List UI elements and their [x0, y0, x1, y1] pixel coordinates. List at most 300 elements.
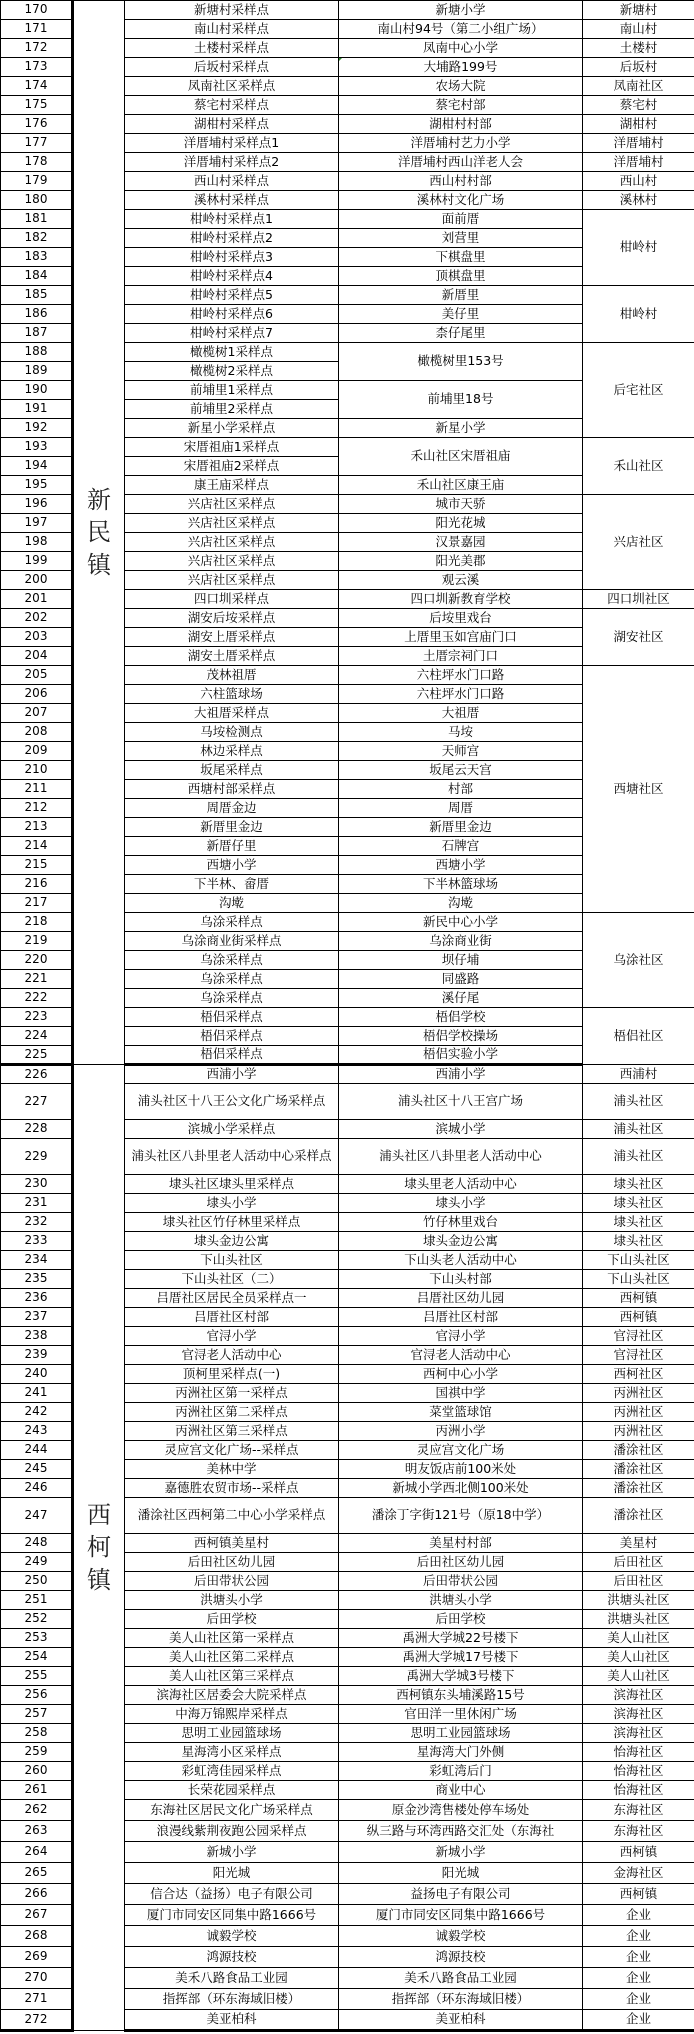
row-number-cell: 197	[1, 514, 73, 533]
community-cell: 禾山社区	[583, 438, 694, 495]
site-name-cell: 埭头小学	[125, 1194, 339, 1213]
row-number-cell: 213	[1, 818, 73, 837]
address-cell: 吕厝社区幼儿园	[339, 1289, 583, 1308]
row-number-cell: 249	[1, 1553, 73, 1572]
address-cell: 梧侣学校	[339, 1008, 583, 1027]
row-number-cell: 183	[1, 248, 73, 267]
address-cell: 后田学校	[339, 1610, 583, 1629]
row-number-cell: 208	[1, 723, 73, 742]
address-cell: 蔡宅村部	[339, 96, 583, 115]
address-cell: 美亚柏科	[339, 2010, 583, 2031]
site-name-cell: 下山头社区（二）	[125, 1270, 339, 1289]
community-cell: 滨海社区	[583, 1686, 694, 1705]
table-row	[1, 1065, 694, 1084]
table-body	[1, 1, 694, 2031]
community-cell: 西浦村	[583, 1065, 694, 1084]
community-cell: 湖安社区	[583, 609, 694, 666]
row-number-cell: 221	[1, 970, 73, 989]
row-number-cell: 246	[1, 1479, 73, 1498]
address-cell: 凤南中心小学	[339, 39, 583, 58]
address-cell: 美禾八路食品工业园	[339, 1968, 583, 1989]
site-name-cell: 后坂村采样点	[125, 58, 339, 77]
address-cell: 梧侣学校操场	[339, 1027, 583, 1046]
site-name-cell: 星海湾小区采样点	[125, 1743, 339, 1762]
community-cell: 潘涂社区	[583, 1498, 694, 1534]
row-number-cell: 181	[1, 210, 73, 229]
community-cell: 新塘村	[583, 1, 694, 20]
address-cell: 新城小学西北侧100米处	[339, 1479, 583, 1498]
row-number-cell: 272	[1, 2010, 73, 2031]
row-number-cell: 271	[1, 1989, 73, 2010]
site-name-cell: 鸿源技校	[125, 1947, 339, 1968]
site-name-cell: 乌涂采样点	[125, 989, 339, 1008]
row-number-cell: 227	[1, 1084, 73, 1120]
address-cell: 四口圳新教育学校	[339, 590, 583, 609]
site-name-cell: 信合达（益扬）电子有限公司	[125, 1884, 339, 1905]
address-cell: 商业中心	[339, 1781, 583, 1800]
row-number-cell: 239	[1, 1346, 73, 1365]
row-number-cell: 199	[1, 552, 73, 571]
address-cell: 大埔路199号	[339, 58, 583, 77]
row-number-cell: 261	[1, 1781, 73, 1800]
row-number-cell: 211	[1, 780, 73, 799]
community-cell: 南山村	[583, 20, 694, 39]
site-name-cell: 埭头社区埭头里采样点	[125, 1175, 339, 1194]
community-cell: 东海社区	[583, 1800, 694, 1821]
site-name-cell: 官浔小学	[125, 1327, 339, 1346]
row-number-cell: 202	[1, 609, 73, 628]
site-name-cell: 洋厝埔村采样点1	[125, 134, 339, 153]
site-name-cell: 乌涂商业街采样点	[125, 932, 339, 951]
address-cell: 下半林篮球场	[339, 875, 583, 894]
community-cell: 怡海社区	[583, 1781, 694, 1800]
address-cell: 新民中心小学	[339, 913, 583, 932]
site-name-cell: 马垵检测点	[125, 723, 339, 742]
address-cell: 官田洋一里休闲广场	[339, 1705, 583, 1724]
site-name-cell: 兴店社区采样点	[125, 514, 339, 533]
site-name-cell: 西塘小学	[125, 856, 339, 875]
address-cell: 马垵	[339, 723, 583, 742]
address-cell: 禹洲大学城22号楼下	[339, 1629, 583, 1648]
address-cell: 乌涂商业街	[339, 932, 583, 951]
row-number-cell: 259	[1, 1743, 73, 1762]
address-cell: 南山村94号（第二小组广场）	[339, 20, 583, 39]
community-cell: 洋厝埔村	[583, 134, 694, 153]
site-name-cell: 美人山社区第一采样点	[125, 1629, 339, 1648]
row-number-cell: 229	[1, 1139, 73, 1175]
row-number-cell: 265	[1, 1863, 73, 1884]
row-number-cell: 180	[1, 191, 73, 210]
row-number-cell: 245	[1, 1460, 73, 1479]
row-number-cell: 205	[1, 666, 73, 685]
site-name-cell: 西柯镇美星村	[125, 1534, 339, 1553]
address-cell: 浦头社区八卦里老人活动中心	[339, 1139, 583, 1175]
address-cell: 潘涂丁字街121号（原18中学）	[339, 1498, 583, 1534]
site-name-cell: 柑岭村采样点4	[125, 267, 339, 286]
address-cell: 滨城小学	[339, 1120, 583, 1139]
row-number-cell: 266	[1, 1884, 73, 1905]
site-name-cell: 柑岭村采样点5	[125, 286, 339, 305]
address-cell: 六柱坪水门口路	[339, 666, 583, 685]
address-cell: 湖柑村村部	[339, 115, 583, 134]
address-cell: 指挥部（环东海域旧楼）	[339, 1989, 583, 2010]
site-name-cell: 橄榄树1采样点	[125, 343, 339, 362]
community-cell: 西塘社区	[583, 666, 694, 913]
site-name-cell: 厦门市同安区同集中路1666号	[125, 1905, 339, 1926]
address-cell: 新厝里金边	[339, 818, 583, 837]
site-name-cell: 前埔里1采样点	[125, 381, 339, 400]
community-cell: 埭头社区	[583, 1175, 694, 1194]
address-cell: 面前厝	[339, 210, 583, 229]
site-name-cell: 长荣花园采样点	[125, 1781, 339, 1800]
site-name-cell: 乌涂采样点	[125, 951, 339, 970]
community-cell: 潘涂社区	[583, 1460, 694, 1479]
row-number-cell: 224	[1, 1027, 73, 1046]
community-cell: 怡海社区	[583, 1743, 694, 1762]
site-name-cell: 柑岭村采样点7	[125, 324, 339, 343]
address-cell: 禾山社区康王庙	[339, 476, 583, 495]
row-number-cell: 194	[1, 457, 73, 476]
row-number-cell: 179	[1, 172, 73, 191]
row-number-cell: 268	[1, 1926, 73, 1947]
community-cell: 蔡宅村	[583, 96, 694, 115]
row-number-cell: 184	[1, 267, 73, 286]
community-cell: 企业	[583, 2010, 694, 2031]
site-name-cell: 湖安上厝采样点	[125, 628, 339, 647]
address-cell: 西山村村部	[339, 172, 583, 191]
address-cell: 纵三路与环湾西路交汇处（东海社	[339, 1821, 583, 1842]
address-cell: 禹洲大学城3号楼下	[339, 1667, 583, 1686]
site-name-cell: 后田学校	[125, 1610, 339, 1629]
address-cell: 西塘小学	[339, 856, 583, 875]
community-cell: 洪塘头社区	[583, 1591, 694, 1610]
site-name-cell: 湖安土厝采样点	[125, 647, 339, 666]
row-number-cell: 216	[1, 875, 73, 894]
address-cell: 下棋盘里	[339, 248, 583, 267]
row-number-cell: 263	[1, 1821, 73, 1842]
site-name-cell: 沟墘	[125, 894, 339, 913]
row-number-cell: 230	[1, 1175, 73, 1194]
community-cell: 四口圳社区	[583, 590, 694, 609]
site-name-cell: 柑岭村采样点3	[125, 248, 339, 267]
address-cell: 竹仔林里戏台	[339, 1213, 583, 1232]
row-number-cell: 253	[1, 1629, 73, 1648]
site-name-cell: 兴店社区采样点	[125, 533, 339, 552]
site-name-cell: 滨海社区居委会大院采样点	[125, 1686, 339, 1705]
address-cell: 溪林村文化广场	[339, 191, 583, 210]
row-number-cell: 228	[1, 1120, 73, 1139]
row-number-cell: 225	[1, 1046, 73, 1065]
row-number-cell: 219	[1, 932, 73, 951]
site-name-cell: 嘉德胜农贸市场--采样点	[125, 1479, 339, 1498]
community-cell: 东海社区	[583, 1821, 694, 1842]
row-number-cell: 172	[1, 39, 73, 58]
address-cell: 同盛路	[339, 970, 583, 989]
address-cell: 诚毅学校	[339, 1926, 583, 1947]
address-cell: 美星村村部	[339, 1534, 583, 1553]
community-cell: 后宅社区	[583, 343, 694, 438]
row-number-cell: 201	[1, 590, 73, 609]
community-cell: 浦头社区	[583, 1084, 694, 1120]
address-cell: 阳光城	[339, 1863, 583, 1884]
community-cell: 滨海社区	[583, 1724, 694, 1743]
community-cell: 滨海社区	[583, 1705, 694, 1724]
community-cell: 埭头社区	[583, 1194, 694, 1213]
site-name-cell: 新厝里金边	[125, 818, 339, 837]
site-name-cell: 梧侣采样点	[125, 1046, 339, 1065]
community-cell: 丙洲社区	[583, 1403, 694, 1422]
community-cell: 溪林村	[583, 191, 694, 210]
address-cell: 柰仔尾里	[339, 324, 583, 343]
site-name-cell: 宋厝祖庙2采样点	[125, 457, 339, 476]
row-number-cell: 215	[1, 856, 73, 875]
address-cell: 洋厝埔村艺力小学	[339, 134, 583, 153]
row-number-cell: 232	[1, 1213, 73, 1232]
community-cell: 后田社区	[583, 1553, 694, 1572]
site-name-cell: 丙洲社区第二采样点	[125, 1403, 339, 1422]
community-cell: 丙洲社区	[583, 1384, 694, 1403]
site-name-cell: 浦头社区八卦里老人活动中心采样点	[125, 1139, 339, 1175]
address-cell: 前埔里18号	[339, 381, 583, 419]
address-cell: 上厝里玉如宫庙门口	[339, 628, 583, 647]
row-number-cell: 191	[1, 400, 73, 419]
row-number-cell: 244	[1, 1441, 73, 1460]
row-number-cell: 250	[1, 1572, 73, 1591]
community-cell: 官浔社区	[583, 1327, 694, 1346]
site-name-cell: 后田带状公园	[125, 1572, 339, 1591]
community-cell: 金海社区	[583, 1863, 694, 1884]
community-cell: 潘涂社区	[583, 1479, 694, 1498]
site-name-cell: 思明工业园篮球场	[125, 1724, 339, 1743]
row-number-cell: 251	[1, 1591, 73, 1610]
community-cell: 洋厝埔村	[583, 153, 694, 172]
community-cell: 西柯镇	[583, 1842, 694, 1863]
site-name-cell: 美亚柏科	[125, 2010, 339, 2031]
site-name-cell: 美林中学	[125, 1460, 339, 1479]
community-cell: 柑岭村	[583, 210, 694, 286]
community-cell: 后田社区	[583, 1572, 694, 1591]
row-number-cell: 234	[1, 1251, 73, 1270]
table-row	[1, 1, 694, 20]
address-cell: 丙洲小学	[339, 1422, 583, 1441]
row-number-cell: 188	[1, 343, 73, 362]
community-cell: 美星村	[583, 1534, 694, 1553]
row-number-cell: 238	[1, 1327, 73, 1346]
row-number-cell: 241	[1, 1384, 73, 1403]
site-name-cell: 湖安后垵采样点	[125, 609, 339, 628]
address-cell: 新星小学	[339, 419, 583, 438]
community-cell: 后坂村	[583, 58, 694, 77]
community-cell: 洪塘头社区	[583, 1610, 694, 1629]
site-name-cell: 下半林、畲厝	[125, 875, 339, 894]
row-number-cell: 206	[1, 685, 73, 704]
community-cell: 埭头社区	[583, 1232, 694, 1251]
address-cell: 浦头社区十八王宫广场	[339, 1084, 583, 1120]
community-cell: 企业	[583, 1905, 694, 1926]
address-cell: 官浔老人活动中心	[339, 1346, 583, 1365]
address-cell: 石牌宫	[339, 837, 583, 856]
address-cell: 西柯中心小学	[339, 1365, 583, 1384]
row-number-cell: 256	[1, 1686, 73, 1705]
site-name-cell: 埭头社区竹仔林里采样点	[125, 1213, 339, 1232]
site-name-cell: 美禾八路食品工业园	[125, 1968, 339, 1989]
row-number-cell: 207	[1, 704, 73, 723]
site-name-cell: 诚毅学校	[125, 1926, 339, 1947]
row-number-cell: 242	[1, 1403, 73, 1422]
community-cell: 浦头社区	[583, 1139, 694, 1175]
row-number-cell: 210	[1, 761, 73, 780]
community-cell: 湖柑村	[583, 115, 694, 134]
row-number-cell: 192	[1, 419, 73, 438]
row-number-cell: 264	[1, 1842, 73, 1863]
address-cell: 梧侣实验小学	[339, 1046, 583, 1065]
address-cell: 刘营里	[339, 229, 583, 248]
site-name-cell: 新城小学	[125, 1842, 339, 1863]
row-number-cell: 220	[1, 951, 73, 970]
address-cell: 阳光美郡	[339, 552, 583, 571]
row-number-cell: 269	[1, 1947, 73, 1968]
row-number-cell: 186	[1, 305, 73, 324]
row-number-cell: 185	[1, 286, 73, 305]
site-name-cell: 西塘村部采样点	[125, 780, 339, 799]
site-name-cell: 美人山社区第二采样点	[125, 1648, 339, 1667]
address-cell: 彩虹湾后门	[339, 1762, 583, 1781]
site-name-cell: 滨城小学采样点	[125, 1120, 339, 1139]
community-cell: 丙洲社区	[583, 1422, 694, 1441]
row-number-cell: 212	[1, 799, 73, 818]
site-name-cell: 周厝金边	[125, 799, 339, 818]
address-cell: 灵应宫文化广场	[339, 1441, 583, 1460]
row-number-cell: 217	[1, 894, 73, 913]
address-cell: 下山头村部	[339, 1270, 583, 1289]
community-cell: 梧侣社区	[583, 1008, 694, 1065]
address-cell: 洪塘头小学	[339, 1591, 583, 1610]
site-name-cell: 橄榄树2采样点	[125, 362, 339, 381]
site-name-cell: 凤南社区采样点	[125, 77, 339, 96]
row-number-cell: 231	[1, 1194, 73, 1213]
row-number-cell: 233	[1, 1232, 73, 1251]
site-name-cell: 美人山社区第三采样点	[125, 1667, 339, 1686]
address-cell: 益扬电子有限公司	[339, 1884, 583, 1905]
row-number-cell: 218	[1, 913, 73, 932]
address-cell: 村部	[339, 780, 583, 799]
address-cell: 西浦小学	[339, 1065, 583, 1084]
address-cell: 官浔小学	[339, 1327, 583, 1346]
row-number-cell: 204	[1, 647, 73, 666]
address-cell: 明友饭店前100米处	[339, 1460, 583, 1479]
row-number-cell: 235	[1, 1270, 73, 1289]
site-name-cell: 前埔里2采样点	[125, 400, 339, 419]
row-number-cell: 248	[1, 1534, 73, 1553]
address-cell: 菜堂篮球馆	[339, 1403, 583, 1422]
site-name-cell: 茂林祖厝	[125, 666, 339, 685]
site-name-cell: 顶柯里采样点(一)	[125, 1365, 339, 1384]
address-cell: 大祖厝	[339, 704, 583, 723]
row-number-cell: 236	[1, 1289, 73, 1308]
site-name-cell: 康王庙采样点	[125, 476, 339, 495]
row-number-cell: 177	[1, 134, 73, 153]
row-number-cell: 182	[1, 229, 73, 248]
site-name-cell: 灵应宫文化广场--采样点	[125, 1441, 339, 1460]
site-name-cell: 丙洲社区第一采样点	[125, 1384, 339, 1403]
row-number-cell: 262	[1, 1800, 73, 1821]
row-number-cell: 198	[1, 533, 73, 552]
address-cell: 六柱坪水门口路	[339, 685, 583, 704]
site-name-cell: 丙洲社区第三采样点	[125, 1422, 339, 1441]
site-name-cell: 宋厝祖庙1采样点	[125, 438, 339, 457]
address-cell: 坝仔埔	[339, 951, 583, 970]
site-name-cell: 梧侣采样点	[125, 1008, 339, 1027]
community-cell: 下山头社区	[583, 1270, 694, 1289]
row-number-cell: 200	[1, 571, 73, 590]
address-cell: 天师宫	[339, 742, 583, 761]
row-number-cell: 171	[1, 20, 73, 39]
address-cell: 鸿源技校	[339, 1947, 583, 1968]
address-cell: 埭头金边公寓	[339, 1232, 583, 1251]
row-number-cell: 189	[1, 362, 73, 381]
site-name-cell: 兴店社区采样点	[125, 495, 339, 514]
address-cell: 吕厝社区村部	[339, 1308, 583, 1327]
site-name-cell: 南山村采样点	[125, 20, 339, 39]
row-number-cell: 252	[1, 1610, 73, 1629]
community-cell: 土楼村	[583, 39, 694, 58]
row-number-cell: 190	[1, 381, 73, 400]
site-name-cell: 东海社区居民文化广场采样点	[125, 1800, 339, 1821]
row-number-cell: 270	[1, 1968, 73, 1989]
community-cell: 企业	[583, 1926, 694, 1947]
address-cell: 坂尾云天宫	[339, 761, 583, 780]
row-number-cell: 247	[1, 1498, 73, 1534]
address-cell: 城市天骄	[339, 495, 583, 514]
community-cell: 企业	[583, 1947, 694, 1968]
community-cell: 西柯镇	[583, 1308, 694, 1327]
address-cell: 禹洲大学城17号楼下	[339, 1648, 583, 1667]
site-name-cell: 乌涂采样点	[125, 970, 339, 989]
address-cell: 后垵里戏台	[339, 609, 583, 628]
address-cell: 溪仔尾	[339, 989, 583, 1008]
site-name-cell: 六柱篮球场	[125, 685, 339, 704]
site-name-cell: 后田社区幼儿园	[125, 1553, 339, 1572]
row-number-cell: 255	[1, 1667, 73, 1686]
community-cell: 美人山社区	[583, 1667, 694, 1686]
community-cell: 美人山社区	[583, 1648, 694, 1667]
address-cell: 思明工业园篮球场	[339, 1724, 583, 1743]
row-number-cell: 254	[1, 1648, 73, 1667]
site-name-cell: 兴店社区采样点	[125, 552, 339, 571]
community-cell: 埭头社区	[583, 1213, 694, 1232]
site-name-cell: 乌涂采样点	[125, 913, 339, 932]
community-cell: 乌涂社区	[583, 913, 694, 1008]
address-cell: 星海湾大门外侧	[339, 1743, 583, 1762]
address-cell: 周厝	[339, 799, 583, 818]
address-cell: 原金沙湾售楼处停车场处	[339, 1800, 583, 1821]
site-name-cell: 柑岭村采样点1	[125, 210, 339, 229]
community-cell: 兴店社区	[583, 495, 694, 590]
row-number-cell: 195	[1, 476, 73, 495]
site-name-cell: 阳光城	[125, 1863, 339, 1884]
site-name-cell: 新塘村采样点	[125, 1, 339, 20]
community-cell: 西柯镇	[583, 1884, 694, 1905]
community-cell: 凤南社区	[583, 77, 694, 96]
address-cell: 沟墘	[339, 894, 583, 913]
row-number-cell: 187	[1, 324, 73, 343]
row-number-cell: 209	[1, 742, 73, 761]
site-name-cell: 浪漫线紫荆夜跑公园采样点	[125, 1821, 339, 1842]
row-number-cell: 243	[1, 1422, 73, 1441]
row-number-cell: 260	[1, 1762, 73, 1781]
site-name-cell: 四口圳采样点	[125, 590, 339, 609]
row-number-cell: 170	[1, 1, 73, 20]
